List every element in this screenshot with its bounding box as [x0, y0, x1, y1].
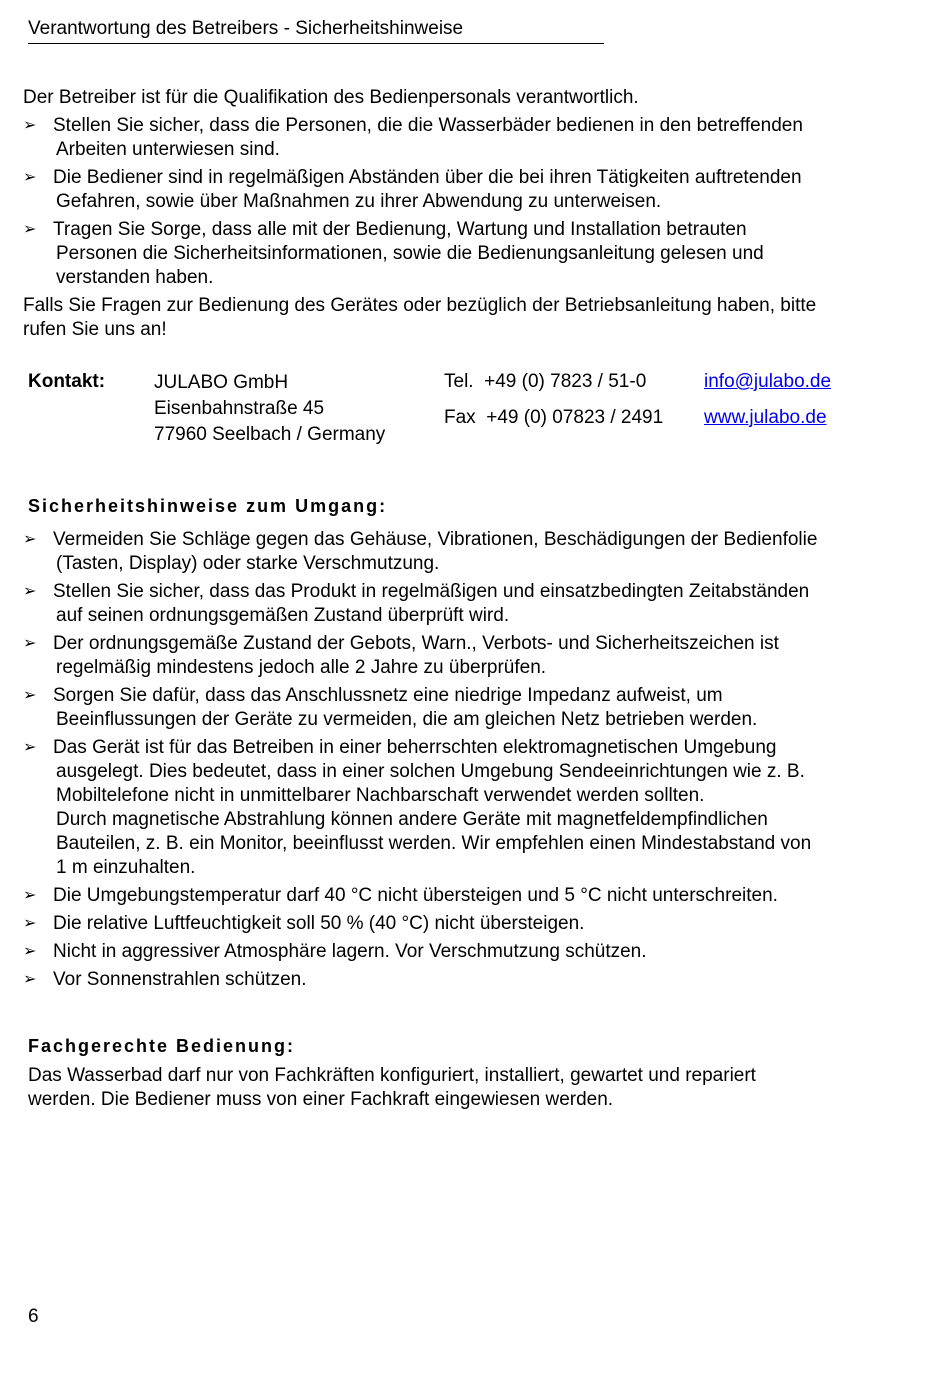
intro-lead: Der Betreiber ist für die Qualifikation des Bedienpersonals verantwortlich. [23, 87, 639, 108]
bullet-item [23, 884, 903, 908]
contact-email-link[interactable]: info@julabo.de [704, 371, 832, 392]
contact-label: Kontakt: [28, 371, 106, 392]
bullet-text-line: Das Gerät ist für das Betreiben in einer beherrschten elektromagnetischen Umgebung [53, 737, 777, 758]
bullet-arrow-icon: ➢ [23, 117, 37, 134]
bullet-item [23, 940, 903, 964]
bullet-arrow-icon: ➢ [23, 687, 37, 704]
bullet-arrow-icon: ➢ [23, 583, 37, 600]
bullet-item [23, 632, 903, 680]
bullet-text-line: ausgelegt. Dies bedeutet, dass in einer solchen Umgebung Sendeeinrichtungen wie z. B. [56, 761, 805, 782]
safety-bullet-list [23, 524, 903, 992]
bullet-item [23, 684, 903, 732]
contact-company: JULABO GmbH [154, 372, 289, 393]
bullet-item [23, 912, 903, 936]
bullet-item [23, 736, 903, 880]
intro-section [23, 86, 903, 342]
bullet-text-line: Die Umgebungstemperatur darf 40 °C nicht übersteigen und 5 °C nicht unterschreiten. [53, 885, 778, 906]
bullet-arrow-icon: ➢ [23, 971, 37, 988]
bullet-text-line: Nicht in aggressiver Atmosphäre lagern. Vor Verschmutzung schützen. [53, 941, 647, 962]
bullet-text-line: Beeinflussungen der Geräte zu vermeiden, die am gleichen Netz betrieben werden. [56, 709, 758, 730]
bullet-text-line: Stellen Sie sicher, dass das Produkt in regelmäßigen und einsatzbedingten Zeitabständen [53, 581, 810, 602]
safety-section-title: Sicherheitshinweise zum Umgang: [28, 496, 388, 516]
bullet-text-line: Personen die Sicherheitsinformationen, sowie die Bedienungsanleitung gelesen und [56, 243, 764, 264]
bullet-text-line: Stellen Sie sicher, dass die Personen, die die Wasserbäder bedienen in den betreffenden [53, 115, 803, 136]
page-header-title: Verantwortung des Betreibers - Sicherheitshinweise [28, 17, 604, 44]
bullet-item [23, 968, 903, 992]
bullet-text-line: Durch magnetische Abstrahlung können andere Geräte mit magnetfeldempfindlichen [56, 809, 768, 830]
bullet-text-line: Gefahren, sowie über Maßnahmen zu ihrer Abwendung zu unterweisen. [56, 191, 662, 212]
bullet-arrow-icon: ➢ [23, 943, 37, 960]
bullet-text-line: Vermeiden Sie Schläge gegen das Gehäuse, Vibrationen, Beschädigungen der Bedienfolie [53, 529, 818, 550]
bullet-text-line: Bauteilen, z. B. ein Monitor, beeinflusst werden. Wir empfehlen einen Mindestabstand von [56, 833, 812, 854]
bullet-text-line: Der ordnungsgemäße Zustand der Gebots, Warn., Verbots- und Sicherheitszeichen ist [53, 633, 779, 654]
bullet-arrow-icon: ➢ [23, 635, 37, 652]
contact-street: Eisenbahnstraße 45 [154, 398, 325, 419]
bullet-text-line: auf seinen ordnungsgemäßen Zustand überprüft wird. [56, 605, 510, 626]
bullet-item [23, 528, 903, 576]
bullet-arrow-icon: ➢ [23, 739, 37, 756]
bullet-arrow-icon: ➢ [23, 531, 37, 548]
bullet-text-line: Die Bediener sind in regelmäßigen Abständen über die bei ihren Tätigkeiten auftretenden [53, 167, 802, 188]
bullet-text-line: regelmäßig mindestens jedoch alle 2 Jahre zu überprüfen. [56, 657, 547, 678]
operation-text: Das Wasserbad darf nur von Fachkräften konfiguriert, installiert, gewartet und repariert werden. Die Bediener muss von einer Fachkraft eingewiesen werden. [28, 1065, 756, 1110]
bullet-text-line: verstanden haben. [56, 267, 214, 288]
bullet-arrow-icon: ➢ [23, 887, 37, 904]
bullet-text-line: 1 m einzuhalten. [56, 857, 196, 878]
bullet-text-line: Die relative Luftfeuchtigkeit soll 50 % (40 °C) nicht übersteigen. [53, 913, 585, 934]
bullet-item [23, 114, 903, 162]
bullet-text-line: Mobiltelefone nicht in unmittelbarer Nachbarschaft verwendet werden sollten. [56, 785, 705, 806]
intro-closing: Falls Sie Fragen zur Bedienung des Gerätes oder bezüglich der Betriebsanleitung haben, bitte rufen Sie uns an! [23, 295, 817, 340]
bullet-item [23, 580, 903, 628]
bullet-arrow-icon: ➢ [23, 169, 37, 186]
bullet-text-line: Arbeiten unterwiesen sind. [56, 139, 280, 160]
contact-city: 77960 Seelbach / Germany [154, 424, 386, 445]
contact-website-link[interactable]: www.julabo.de [704, 407, 827, 428]
contact-phone: Tel. +49 (0) 7823 / 51-0 [444, 371, 647, 392]
page-number: 6 [28, 1306, 39, 1327]
bullet-item [23, 218, 903, 290]
bullet-text-line: (Tasten, Display) oder starke Verschmutzung. [56, 553, 440, 574]
bullet-arrow-icon: ➢ [23, 221, 37, 238]
contact-fax: Fax +49 (0) 07823 / 2491 [444, 407, 664, 428]
bullet-text-line: Tragen Sie Sorge, dass alle mit der Bedienung, Wartung und Installation betrauten [53, 219, 747, 240]
bullet-text-line: Sorgen Sie dafür, dass das Anschlussnetz eine niedrige Impedanz aufweist, um [53, 685, 723, 706]
bullet-item [23, 166, 903, 214]
operation-section-title: Fachgerechte Bedienung: [28, 1036, 296, 1056]
bullet-text-line: Vor Sonnenstrahlen schützen. [53, 969, 307, 990]
contact-address [154, 370, 385, 448]
intro-bullet-list [23, 114, 903, 290]
bullet-arrow-icon: ➢ [23, 915, 37, 932]
